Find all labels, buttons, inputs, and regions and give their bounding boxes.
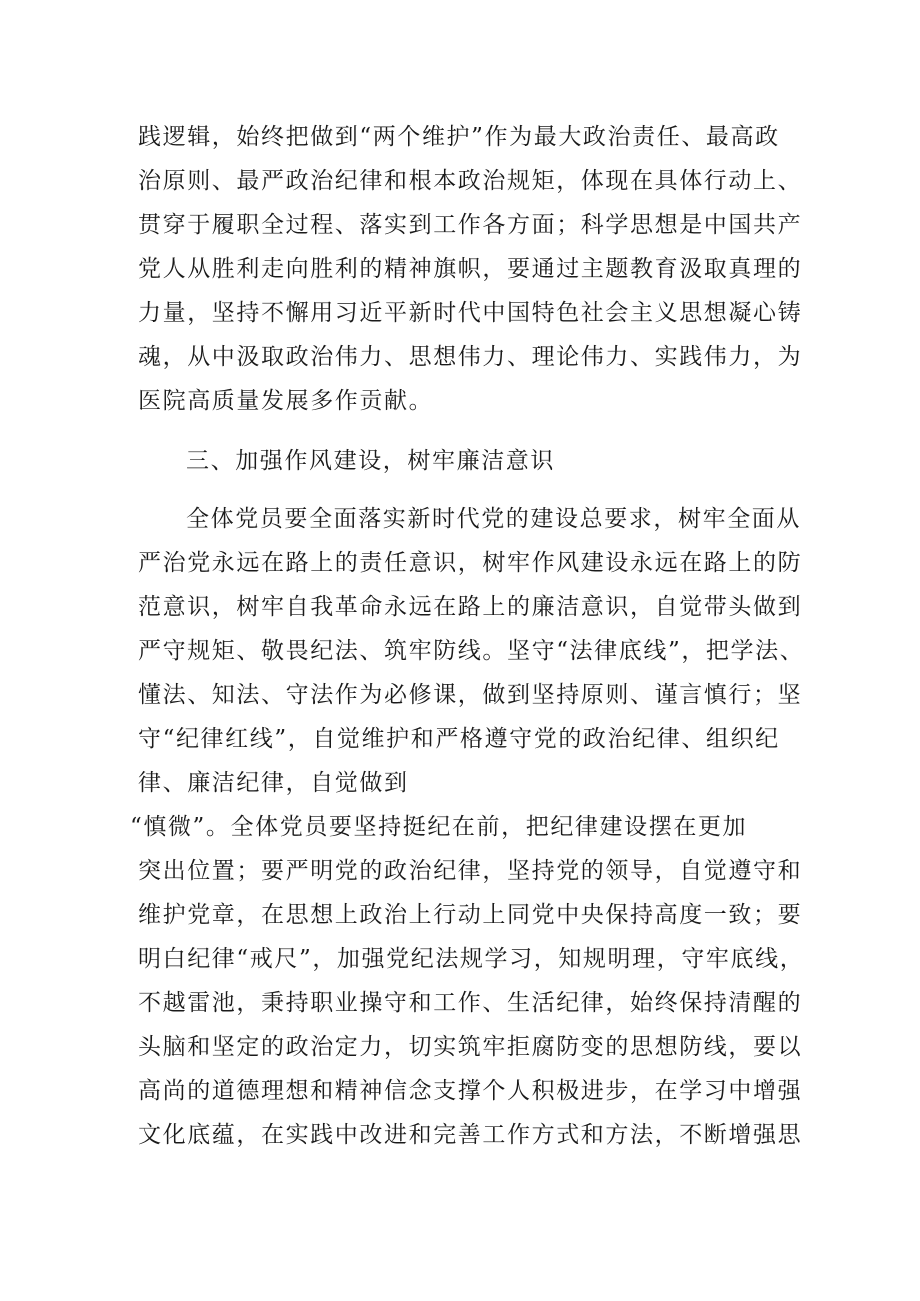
section-heading: 三、加强作风建设，树牢廉洁意识 bbox=[186, 448, 555, 474]
body-text-line: 明白纪律“戒尺”，加强党纪法规学习，知规明理，守牢底线， bbox=[138, 946, 805, 972]
body-text-line: 治原则、最严政治纪律和根本政治规矩，体现在具体行动上、 bbox=[138, 168, 803, 194]
body-text-line: 文化底蕴，在实践中改进和完善工作方式和方法，不断增强思 bbox=[138, 1122, 803, 1148]
body-text-line: 高尚的道德理想和精神信念支撑个人积极进步，在学习中增强 bbox=[138, 1078, 803, 1104]
body-text-line: 全体党员要全面落实新时代党的建设总要求，树牢全面从 bbox=[186, 506, 801, 532]
body-text-line: 头脑和坚定的政治定力，切实筑牢拒腐防变的思想防线，要以 bbox=[138, 1034, 803, 1060]
body-text-line: 维护党章，在思想上政治上行动上同党中央保持高度一致；要 bbox=[138, 902, 803, 928]
body-text-line: 突出位置；要严明党的政治纪律，坚持党的领导，自觉遵守和 bbox=[138, 858, 803, 884]
body-text-line: 律、廉洁纪律，自觉做到 bbox=[138, 770, 409, 796]
body-text-line: 党人从胜利走向胜利的精神旗帜，要通过主题教育汲取真理的 bbox=[138, 256, 803, 282]
body-text-line: 严守规矩、敬畏纪法、筑牢防线。坚守“法律底线”，把学法、 bbox=[138, 638, 805, 664]
body-text-line: 懂法、知法、守法作为必修课，做到坚持原则、谨言慎行；坚 bbox=[138, 682, 803, 708]
body-text-line: 不越雷池，秉持职业操守和工作、生活纪律，始终保持清醒的 bbox=[138, 990, 803, 1016]
body-text-line: 医院高质量发展多作贡献。 bbox=[138, 388, 434, 414]
body-text-line: 力量，坚持不懈用习近平新时代中国特色社会主义思想凝心铸 bbox=[138, 300, 803, 326]
body-text-line: 贯穿于履职全过程、落实到工作各方面；科学思想是中国共产 bbox=[138, 212, 803, 238]
body-text-line: “慎微”。全体党员要坚持挺纪在前，把纪律建设摆在更加 bbox=[130, 814, 748, 840]
body-text-line: 范意识，树牢自我革命永远在路上的廉洁意识，自觉带头做到 bbox=[138, 594, 803, 620]
body-text-line: 魂，从中汲取政治伟力、思想伟力、理论伟力、实践伟力，为 bbox=[138, 344, 803, 370]
body-text-line: 守“纪律红线”，自觉维护和严格遵守党的政治纪律、组织纪 bbox=[138, 726, 780, 752]
body-text-line: 践逻辑，始终把做到“两个维护”作为最大政治责任、最高政 bbox=[138, 124, 780, 150]
body-text-line: 严治党永远在路上的责任意识，树牢作风建设永远在路上的防 bbox=[138, 550, 803, 576]
